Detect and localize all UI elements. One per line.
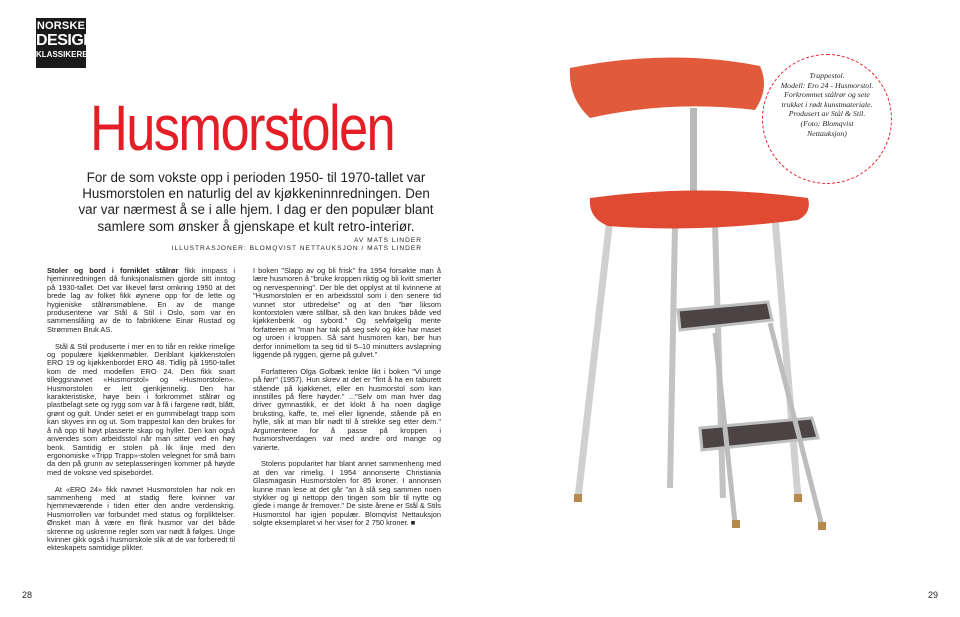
caption-line: Modell: Ero 24 - Husmorstol. xyxy=(780,80,874,90)
series-logo-line2: DESIGN xyxy=(36,32,95,49)
series-logo-line3: KLASSIKERE xyxy=(36,50,88,59)
rear-left-leg xyxy=(670,226,675,488)
series-logo-line1: NORSKE xyxy=(36,20,86,32)
paragraph: Stolens popularitet har blant annet sammenheng med at den var rimelig. I 1954 annonserte Christiania Glasmagasin Husmorstolen for 85 kroner. I annonsen kunne man lese at det går "an å slå seg sammen noen stykker og gi nettopp den tingen som blir til nytte og glede i mange år fremover." De siste årene er Stål & Stils Husmorstol har igjen populær. Blomqvist Nettauksjon solgte eksemplaret vi her viser for 2 750 kroner. ■ xyxy=(253,459,441,528)
page-number-right: 29 xyxy=(927,590,938,600)
byline xyxy=(90,237,422,253)
paragraph: At «ERO 24» fikk navnet Husmorstolen har nok en sammenheng med at stadig flere kvinner var hjemmeværende i tiden etter den andre verdenskrig. Husmorrollen var forbundet med status og forpliktelser. Ønsket man å være en flink husmor var det både skrenne og uskrenne regler som var nødt å følges. Unge kvinner gikk også i husmorskole slik at de var forberedt til ekteskapets samtidige plikter. xyxy=(47,484,235,553)
caption-line: Nettauksjon) xyxy=(807,128,847,138)
page-number-left: 28 xyxy=(22,590,33,600)
paragraph xyxy=(47,267,235,334)
text-column-2 xyxy=(253,267,441,536)
upper-step xyxy=(678,302,772,330)
foot xyxy=(732,520,740,528)
author-credit: AV MATS LINDER xyxy=(354,237,422,244)
paragraph: Stål & Stil produserte i mer en to tiår en rekke rimelige og populære kjøkkenmøbler. Deriblant kjøkkenstolen ERO 19 og kjøkkenbordet ERO 48. Tidlig på 1950-tallet kom de med modellen ERO 24. Den fikk snart tilleggsnavnet «Husmorstol» og «Husmorstolen». Husmorstolen er lett gjenkjennelig. Den har karakteristiske, høye bein i forkrommet stålrør og plastbelagt sete og rygg som var å få i fargene rødt, blått, grønt og gult. Under setet er en gummibelagt trapp som kan skyves inn og ut. Som trappestol kan den brukes for å nå opp til høyt plasserte skap og hyller. Den kan også anvendes som arbeidsstol når man sitter ved en høy benk. Samtidig er stolen på lik linje med den ergonomiske «Tripp Trapp»-stolen velegnet for små barn da den på grunn av seteplasseringen kommer på høyde med de voksne ved spisebordet. xyxy=(47,341,235,477)
caption-line: Forkrommet stålrør og sete xyxy=(784,90,870,100)
caption-heading: Trappestol. xyxy=(809,71,845,80)
foot xyxy=(574,494,582,502)
caption-line: (Foto: Blomqvist xyxy=(800,118,854,128)
paragraph: I boken "Slapp av og bli frisk" fra 1954 forsøkte man å lære husmoren å "bruke kroppen riktig og bli kvitt smerter og nervespenning". Der ble det opplyst at til kvinnene at "Husmorstolen er en arbeidsstol som i den senere tid vunnet stor utbredelse" og at den "bør liksom kontorstolen være stillbar, så den kan brukes både ved kjøkkenbenk og sybord." Og selvfølgelig mente forfatteren at "man har tak på seg selv og ikke har maset og uroen i kroppen. Så sant husmoren kan, bør hun derfor innimellom ta seg tid til 5–10 minutters avslapning liggende på ryggen, gjerne på gulvet." xyxy=(253,266,441,360)
illustration-credit: ILLUSTRASJONER: BLOMQVIST NETTAUKSJON / MATS LINDER xyxy=(171,245,422,252)
foot xyxy=(818,522,826,530)
caption-line: Produsert av Stål & Stil. xyxy=(788,109,866,119)
right-page xyxy=(480,0,960,617)
paragraph: Forfatteren Olga Golbæk tenkte likt i boken "Vi unge på førr" (1957). Hun skrev at det er "fint å ha en taburett stående på kjøkkenet, eller en husmorstol som kan innstilles på flere høyder." ..."Selv om man hver dag driver gymnastikk, er det klokt å ha noen daglige bruksting, kaffe, te, mel eller lignende, stående på en hylle, slik at man blir nødt til å strekke seg etter dem." Argumentene for å passe på kroppen i husmorshverdagen var med andre ord mange og varierte. xyxy=(253,366,441,452)
front-left-leg xyxy=(578,218,610,498)
series-logo xyxy=(36,18,95,68)
backrest-post xyxy=(690,108,697,203)
foot xyxy=(794,494,802,502)
backrest xyxy=(570,57,764,118)
article-title: Husmorstolen xyxy=(90,92,395,164)
article-lede: For de som vokste opp i perioden 1950- til 1970-tallet var Husmorstolen en naturlig del av kjøkkeninnredningen. Den var var nærmest å se i alle hjem. I dag er den populær blant samlere som ønsker å gjenskape et kult retro-interiør. xyxy=(78,170,434,234)
text-column-1 xyxy=(47,267,235,561)
paragraph-text: fikk innpass i hjeminnredningen då funksjonalismen gjorde sitt inntog på 1930-tallet. Det var likevel først omkring 1950 at det brede lag av folket fikk øynene opp for de lette og hygieniske stålrørsmøblene. En av de mange produsentene var Stål & Stil i Oslo, som var en sammenslåing av de to fabrikkene Einar Rustad og Strømmen Bruk AS. xyxy=(47,266,235,334)
photo-caption xyxy=(762,54,892,184)
lead-in: Stoler og bord i forniklet stålrør xyxy=(47,266,179,275)
caption-line: trukket i rødt kunstmateriale. xyxy=(781,99,873,109)
